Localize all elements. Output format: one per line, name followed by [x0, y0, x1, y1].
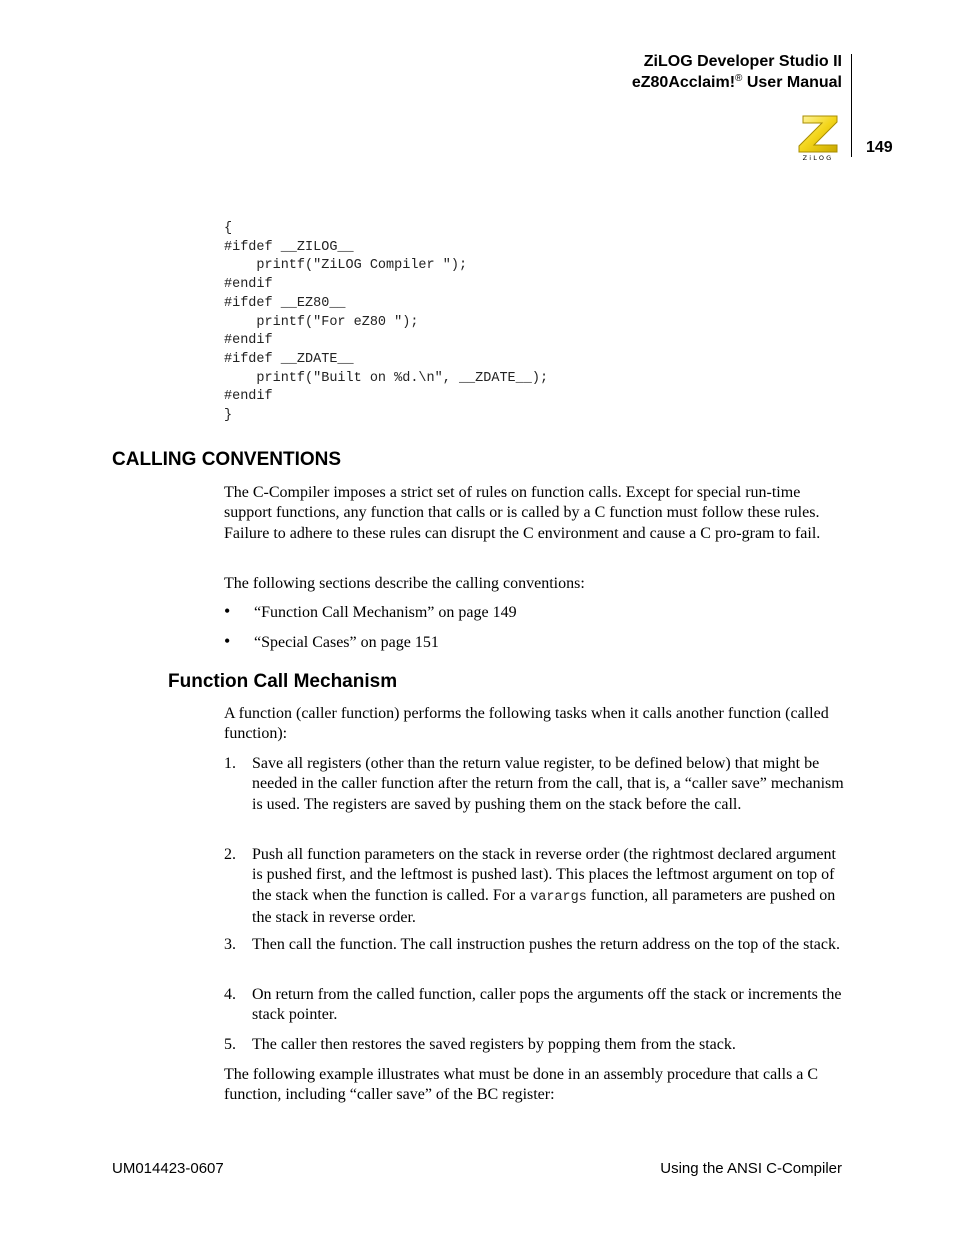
footer-chapter: Using the ANSI C-Compiler: [660, 1160, 842, 1177]
item-text: Then call the function. The call instruction pushes the return address on the top of the stack.: [252, 936, 840, 953]
item-number: 1.: [224, 755, 236, 772]
header-title-line1: ZiLOG Developer Studio II: [643, 53, 842, 70]
item-text: On return from the called function, caller pops the arguments off the stack or increments the stack pointer.: [252, 986, 842, 1024]
running-header: [632, 51, 842, 93]
logo-wordmark: ZiLOG: [802, 154, 834, 161]
zilog-logo-icon: [793, 113, 843, 161]
cross-reference-link[interactable]: “Special Cases” on page 151: [254, 634, 439, 651]
item-text: Push all function parameters on the stack in reverse order (the rightmost declared argument is pushed first, and the leftmost is pushed last). This places the leftmost argument on top of the stack when the function is called. For a varargs function, all parameters are pushed on the stack in reverse order.: [252, 846, 836, 926]
section-intro: The C-Compiler imposes a strict set of rules on function calls. Except for special run-time support functions, any function that calls or is called by a C function must follow these rules. Failure to adhere to these rules can disrupt the C environment and cause a C pro-gram to fail.: [224, 484, 821, 542]
page-number: 149: [866, 139, 893, 156]
subsection-heading: Function Call Mechanism: [168, 671, 398, 692]
item-number: 3.: [224, 936, 236, 953]
subsection-outro: The following example illustrates what must be done in an assembly procedure that calls a C function, including “caller save” of the BC register:: [224, 1066, 819, 1104]
item-number: 5.: [224, 1036, 236, 1053]
item-number: 4.: [224, 986, 236, 1003]
item-text: The caller then restores the saved registers by popping them from the stack.: [252, 1036, 736, 1053]
section-lead: The following sections describe the calling conventions:: [224, 575, 585, 592]
footer-doc-id: UM014423-0607: [112, 1160, 224, 1177]
section-heading: CALLING CONVENTIONS: [112, 449, 342, 470]
item-text: Save all registers (other than the return value register, to be defined below) that might be needed in the caller function after the return from the call, that is, a “caller save” mechanism is used. The registers are saved by pushing them on the stack before the call.: [252, 755, 844, 813]
cross-reference-link[interactable]: “Function Call Mechanism” on page 149: [254, 604, 517, 621]
inline-code: varargs: [530, 889, 587, 905]
subsection-intro: A function (caller function) performs the following tasks when it calls another function (called function):: [224, 705, 829, 743]
item-number: 2.: [224, 846, 236, 863]
bullet-icon: •: [224, 631, 231, 651]
code-listing: { #ifdef __ZILOG__ printf("ZiLOG Compiler "); #endif #ifdef __EZ80__ printf("For eZ80 "); #endif #ifdef __ZDATE__ printf("Built on %d.\n", __ZDATE__); #endif }: [224, 221, 549, 424]
header-divider: [851, 54, 852, 157]
header-title-line2: eZ80Acclaim!® User Manual: [631, 73, 842, 91]
bullet-icon: •: [224, 601, 231, 621]
